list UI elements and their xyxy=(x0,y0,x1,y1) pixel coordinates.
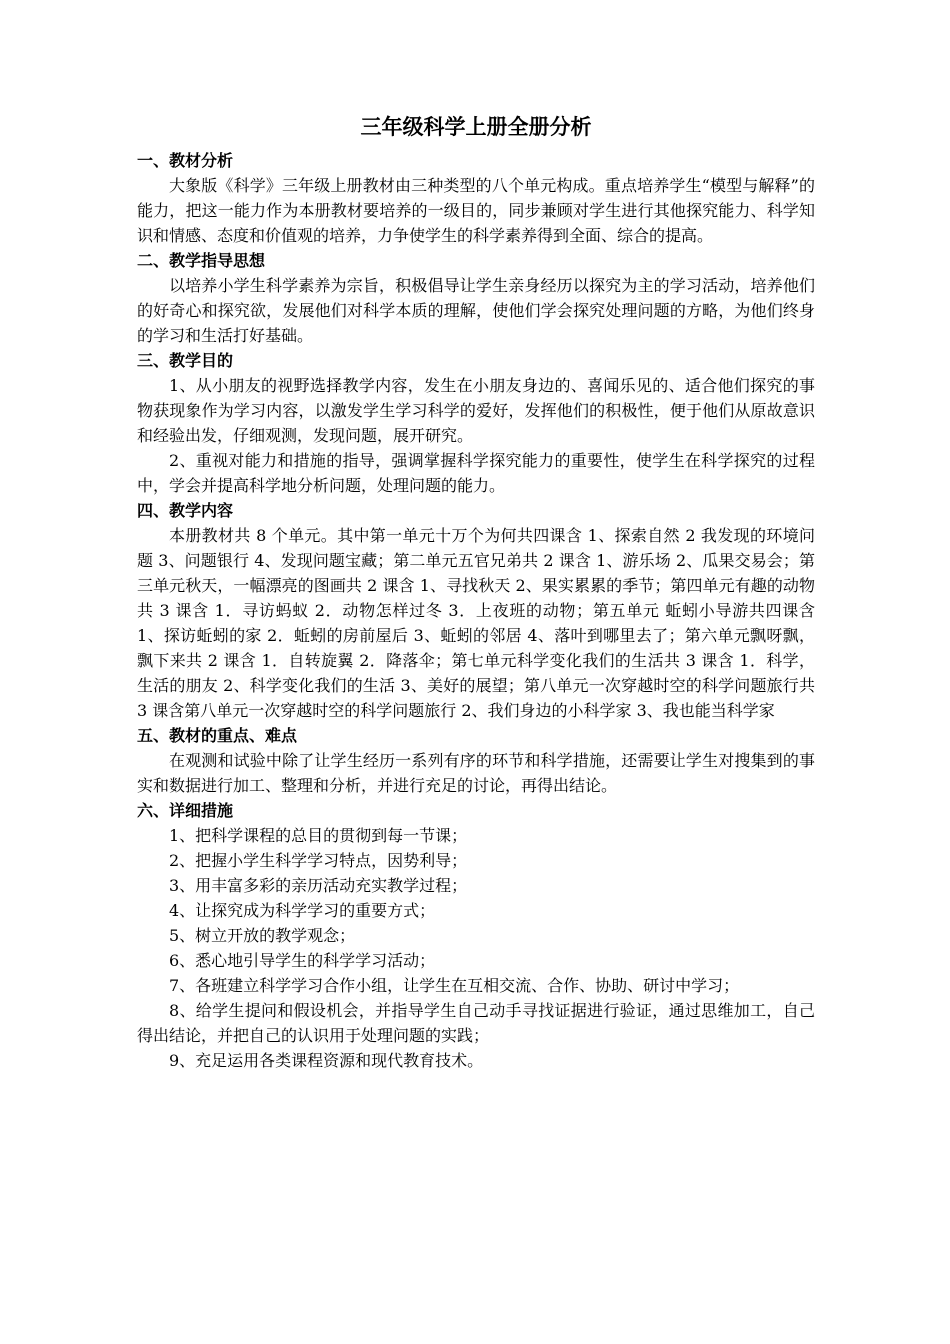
section-paragraph: 大象版《科学》三年级上册教材由三种类型的八个单元构成。重点培养学生“模型与解释”的能力，把这一能力作为本册教材要培养的一级目的，同步兼顾对学生进行其他探究能力、科学知识和情感、态度和价值观的培养，力争使学生的科学素养得到全面、综合的提高。 xyxy=(137,176,815,245)
section-paragraph: 2、重视对能力和措施的指导，强调掌握科学探究能力的重要性，使学生在科学探究的过程中，学会并提高科学地分析问题，处理问题的能力。 xyxy=(137,451,815,495)
section-guiding-philosophy xyxy=(137,248,815,348)
section-detailed-measures xyxy=(137,798,815,1073)
section-heading: 五、教材的重点、难点 xyxy=(137,726,298,745)
section-heading: 四、教学内容 xyxy=(137,501,234,520)
section-teaching-goals xyxy=(137,348,815,498)
section-textbook-analysis xyxy=(137,148,815,248)
measure-item: 8、给学生提问和假设机会，并指导学生自己动手寻找证据进行验证，通过思维加工，自己得出结论，并把自己的认识用于处理问题的实践； xyxy=(137,1001,815,1045)
section-paragraph: 1、从小朋友的视野选择教学内容，发生在小朋友身边的、喜闻乐见的、适合他们探究的事物获现象作为学习内容，以激发学生学习科学的爱好，发挥他们的积极性，便于他们从原故意识和经验出发，仔细观测，发现问题，展开研究。 xyxy=(137,376,815,445)
measure-item: 5、树立开放的教学观念； xyxy=(169,926,356,945)
document-title: 三年级科学上册全册分析 xyxy=(360,115,592,139)
measure-item: 1、把科学课程的总目的贯彻到每一节课； xyxy=(169,826,468,845)
section-key-points xyxy=(137,723,815,798)
measure-item: 7、各班建立科学学习合作小组，让学生在互相交流、合作、协助、研讨中学习； xyxy=(169,976,740,995)
section-heading: 三、教学目的 xyxy=(137,351,234,370)
measure-item: 4、让探究成为科学学习的重要方式； xyxy=(169,901,436,920)
measure-item: 9、充足运用各类课程资源和现代教育技术。 xyxy=(169,1051,484,1070)
document-page xyxy=(137,112,815,1073)
section-paragraph: 以培养小学生科学素养为宗旨，积极倡导让学生亲身经历以探究为主的学习活动，培养他们的好奇心和探究欲，发展他们对科学本质的理解，使他们学会探究处理问题的方略，为他们终身的学习和生活打好基础。 xyxy=(137,276,815,345)
section-heading: 一、教材分析 xyxy=(137,151,234,170)
section-paragraph: 本册教材共 8 个单元。其中第一单元十万个为何共四课含 1、探索自然 2 我发现的环境问题 3、问题银行 4、发现问题宝藏；第二单元五官兄弟共 2 课含 1、游乐场 2、瓜果交易会；第三单元秋天，一幅漂亮的图画共 2 课含 1、寻找秋天 2、果实累累的季节；第四单元有趣的动物共 3 课含 1．寻访蚂蚁 2．动物怎样过冬 3．上夜班的动物；第五单元 蚯蚓小导游共四课含 1、探访蚯蚓的家 2．蚯蚓的房前屋后 3、蚯蚓的邻居 4、落叶到哪里去了；第六单元飘呀飘，飘下来共 2 课含 1．自转旋翼 2．降落伞；第七单元科学变化我们的生活共 3 课含 1．科学，生活的朋友 2、科学变化我们的生活 3、美好的展望；第八单元一次穿越时空的科学问题旅行共 3 课含第八单元一次穿越时空的科学问题旅行 2、我们身边的小科学家 3、我也能当科学家 xyxy=(137,526,815,720)
section-paragraph: 在观测和试验中除了让学生经历一系列有序的环节和科学措施，还需要让学生对搜集到的事实和数据进行加工、整理和分析，并进行充足的讨论，再得出结论。 xyxy=(137,751,815,795)
measure-item: 2、把握小学生科学学习特点，因势利导； xyxy=(169,851,468,870)
measure-item: 3、用丰富多彩的亲历活动充实教学过程； xyxy=(169,876,468,895)
section-heading: 二、教学指导思想 xyxy=(137,251,266,270)
section-teaching-content xyxy=(137,498,815,723)
section-heading: 六、详细措施 xyxy=(137,801,234,820)
measure-item: 6、悉心地引导学生的科学学习活动； xyxy=(169,951,436,970)
